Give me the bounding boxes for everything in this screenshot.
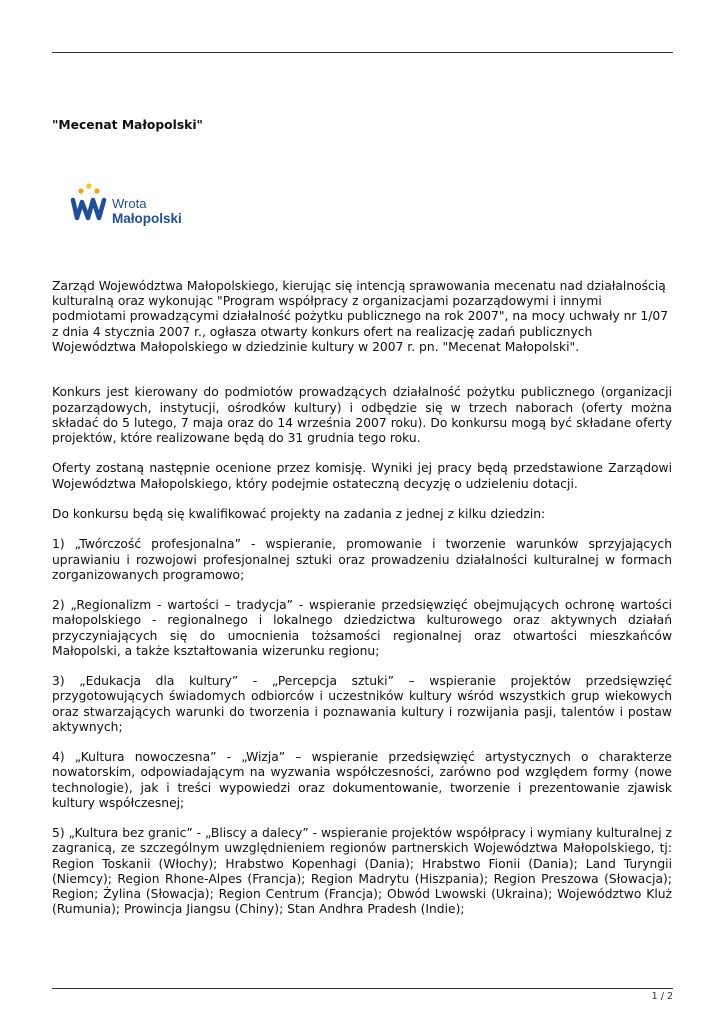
- intro-paragraph: Zarząd Województwa Małopolskiego, kierując się intencją sprawowania mecenatu nad działalnością kulturalną oraz wykonując "Program współpracy z organizacjami pozarządowymi i innymi podmiotami prowadzącymi działalność pożytku publicznego na rok 2007", na mocy uchwały nr 1/07 z dnia 4 stycznia 2007 r., ogłasza otwarty konkurs ofert na realizację zadań publicznych Województwa Małopolskiego w dziedzinie kultury w 2007 r. pn. "Mecenat Małopolski".: [52, 279, 669, 354]
- logo-text-wrota: Wrota: [112, 196, 147, 211]
- document-title: "Mecenat Małopolski": [52, 118, 203, 132]
- logo-dot-yellow: [86, 183, 91, 188]
- paragraph-domains-intro: Do konkursu będą się kwalifikować projekty na zadania z jednej z kilku dziedzin:: [52, 507, 546, 521]
- wrota-malopolski-logo: [52, 145, 210, 263]
- domain-item-4: 4) „Kultura nowoczesna” - „Wizja” – wspieranie przedsięwzięć artystycznych o charakterze nowatorskim, odpowiadającym na wyzwania współczesności, zarówno pod względem formy (nowe technologie), jak i treści wypowiedzi oraz dokumentowanie, tworzenie i prezentowanie zjawisk kultury współczesnej;: [52, 750, 672, 810]
- page-number: 1 / 2: [651, 991, 673, 1002]
- domain-item-2: 2) „Regionalizm - wartości – tradycja” - wspieranie przedsięwzięć obejmujących ochronę wartości małopolskiego - regionalnego i lokalnego dziedzictwa kulturowego oraz aktywnych działań przyczyniających się do umocnienia tożsamości regionalnej oraz otwartości mieszkańców Małopolski, a także kształtowania wizerunku regionu;: [52, 598, 672, 658]
- domain-item-1: 1) „Twórczość profesjonalna” - wspieranie, promowanie i tworzenie warunków sprzyjających uprawianiu i rozwojowi profesjonalnej sztuki oraz prowadzeniu działalności kulturalnej w formach zorganizowanych programowo;: [52, 537, 672, 582]
- logo-dot-orange-1: [78, 188, 83, 193]
- logo-dot-orange-2: [94, 188, 99, 193]
- document-body: [52, 279, 672, 933]
- domain-item-3: 3) „Edukacja dla kultury” - „Percepcja sztuki” – wspieranie projektów przedsięwzięć przygotowujących świadomych odbiorców i uczestników kultury wśród wszystkich grup wiekowych oraz stwarzających warunki do tworzenia i poznawania kultury i rozwijania pasji, talentów i postaw aktywnych;: [52, 674, 672, 734]
- wrota-malopolski-logo-graphic: [52, 145, 210, 263]
- header-rule: [52, 52, 673, 53]
- logo-w-mark: [73, 200, 104, 218]
- domain-item-5: 5) „Kultura bez granic” - „Bliscy a dalecy” - wspieranie projektów współpracy i wymiany kulturalnej z zagranicą, ze szczególnym uwzględnieniem regionów partnerskich Województwa Małopolskiego, tj: Region Toskanii (Włochy); Hrabstwo Kopenhagi (Dania); Hrabstwo Fionii (Dania); Land Turyngii (Niemcy); Region Rhone-Alpes (Francja); Region Madrytu (Hiszpania); Region Preszowa (Słowacja); Region; Żylina (Słowacja); Region Centrum (Francja); Obwód Lwowski (Ukraina); Województwo Kluż (Rumunia); Prowincja Jiangsu (Chiny); Stan Andhra Pradesh (Indie);: [52, 826, 672, 917]
- paragraph-contest-scope: Konkurs jest kierowany do podmiotów prowadzących działalność pożytku publicznego (organizacji pozarządowych, instytucji, ośrodków kultury) i odbędzie się w trzech naborach (oferty można składać do 5 lutego, 7 maja oraz do 14 września 2007 roku). Do konkursu mogą być składane oferty projektów, które realizowane będą do 31 grudnia tego roku.: [52, 385, 672, 446]
- footer-rule: [52, 988, 673, 989]
- logo-text-malopolski: Małopolski: [112, 211, 182, 226]
- paragraph-evaluation: Oferty zostaną następnie ocenione przez komisję. Wyniki jej pracy będą przedstawione Zarządowi Województwa Małopolskiego, który podejmie ostateczną decyzję o udzieleniu dotacji.: [52, 461, 672, 491]
